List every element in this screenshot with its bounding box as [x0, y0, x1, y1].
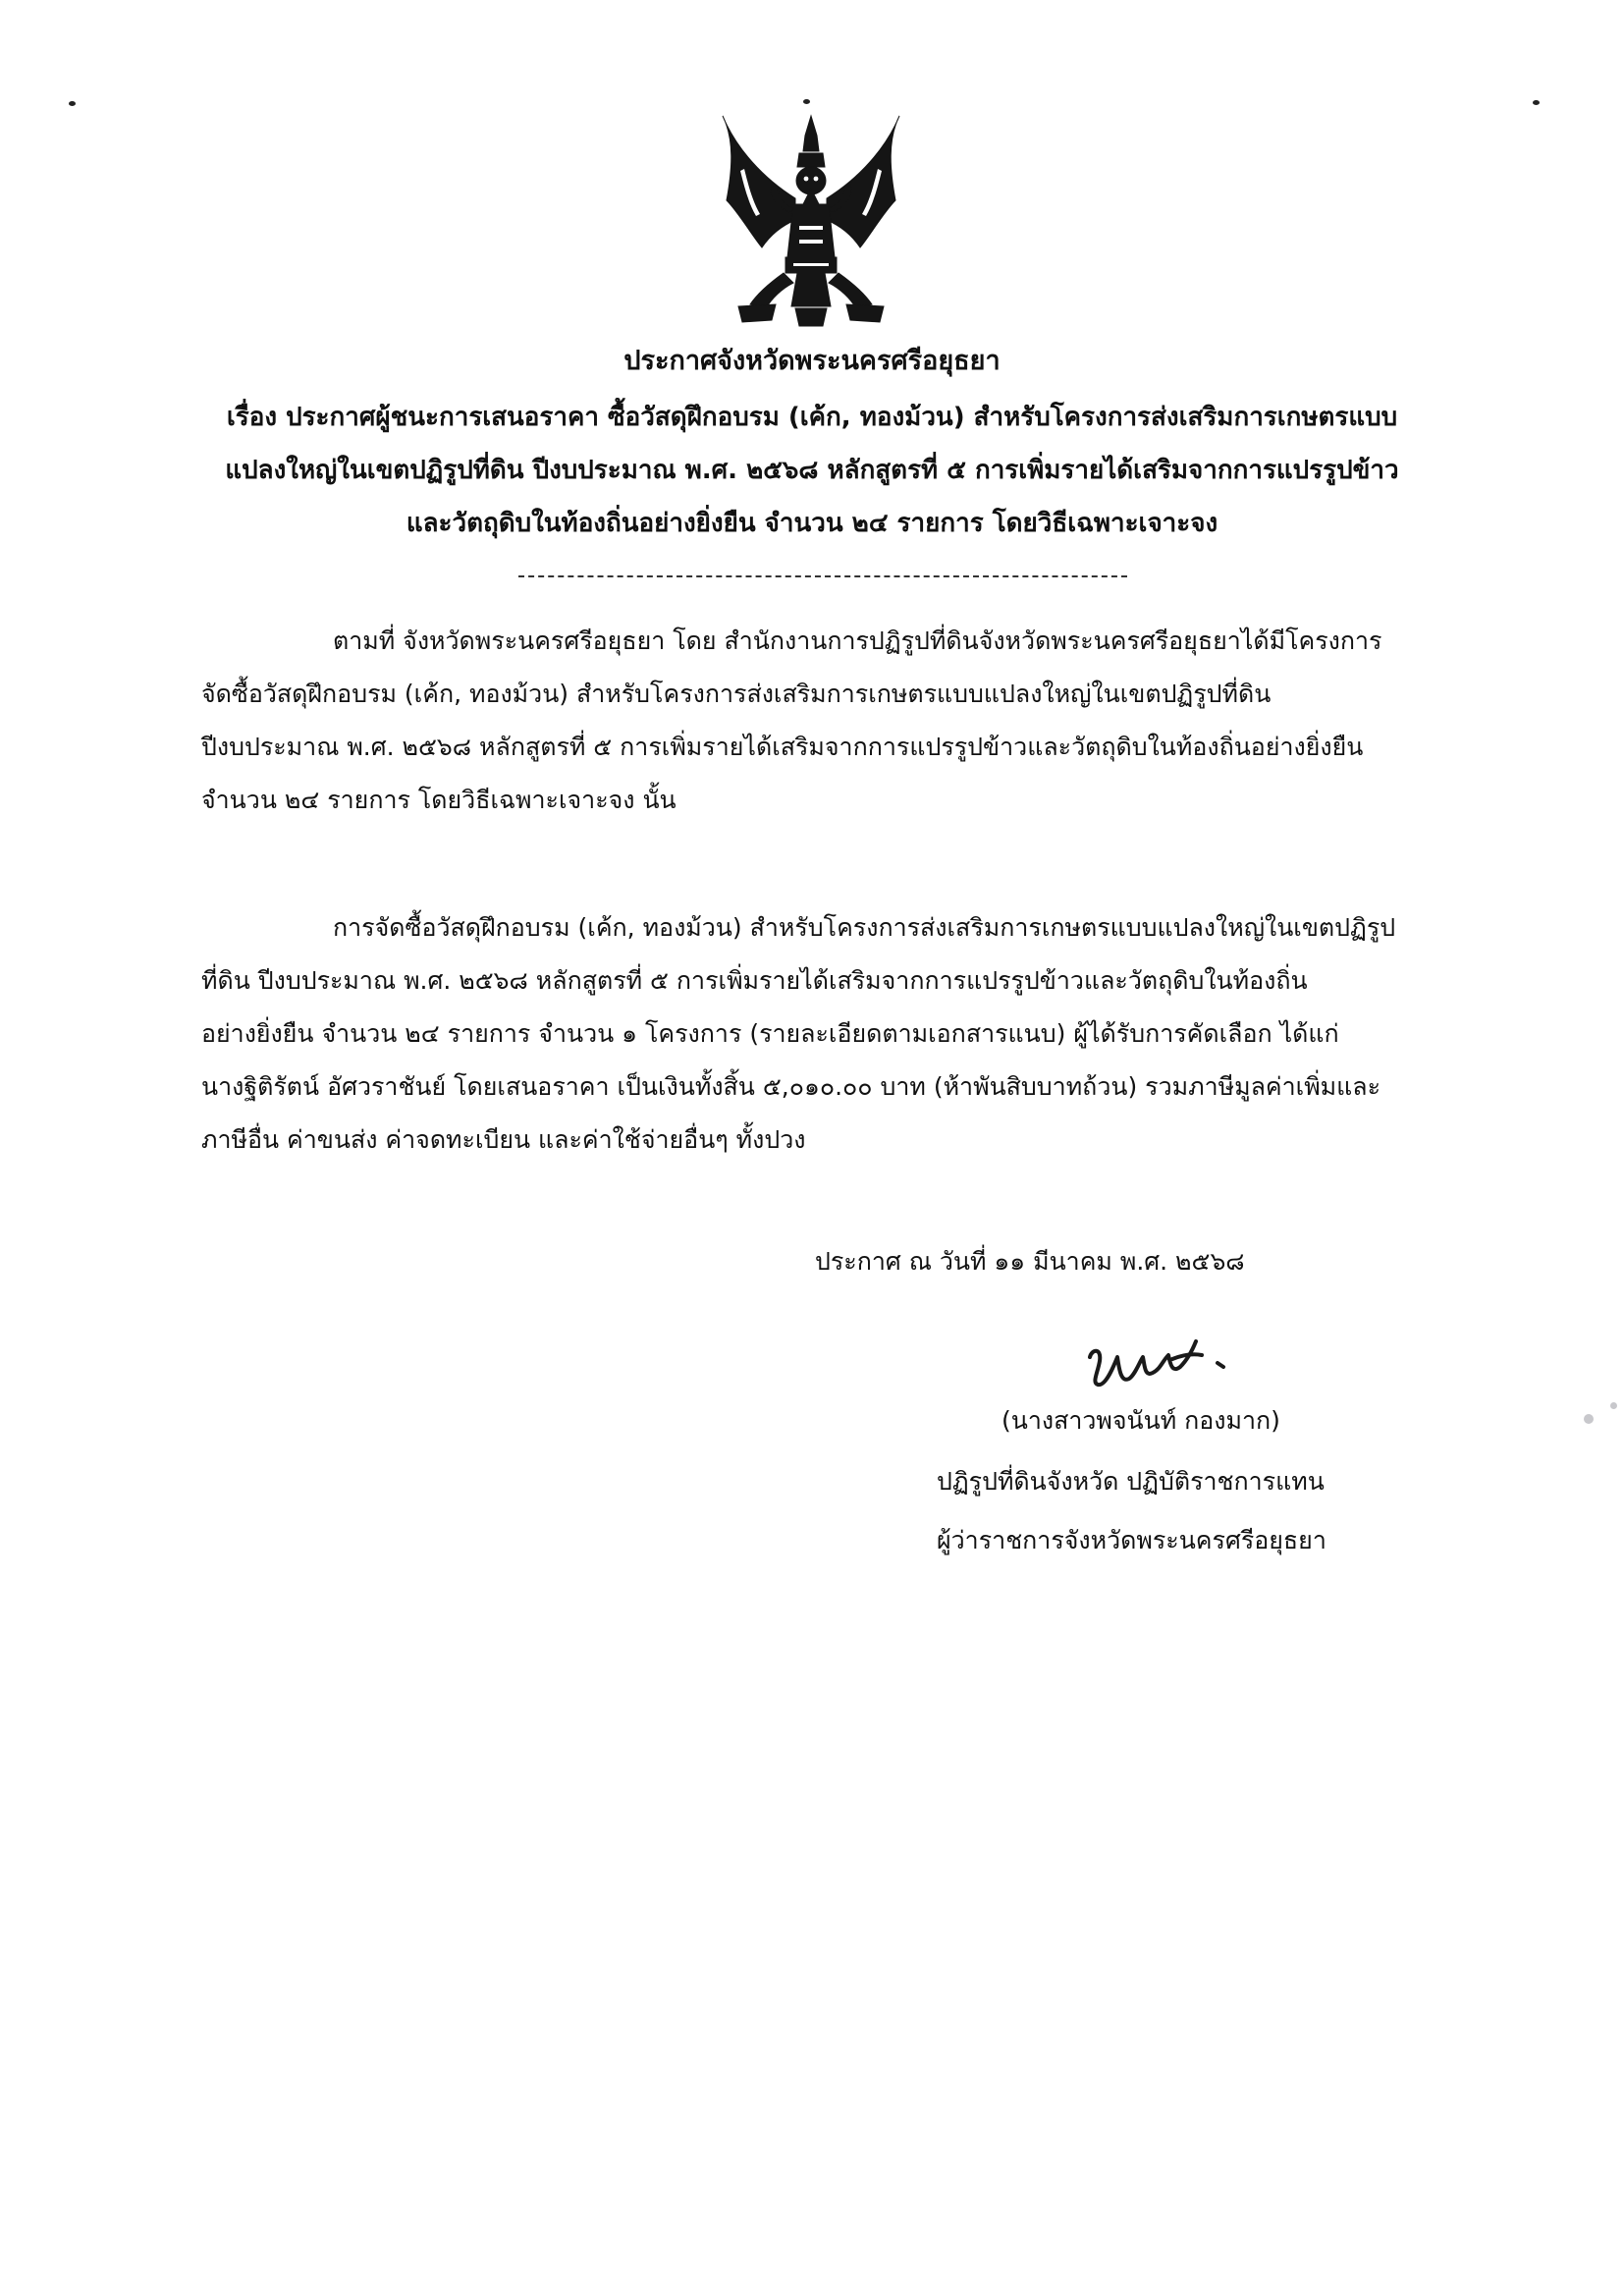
- paragraph-line: ภาษีอื่น ค่าขนส่ง ค่าจดทะเบียน และค่าใช้จ่ายอื่นๆ ทั้งปวง: [201, 1125, 806, 1154]
- divider-line: [518, 575, 1127, 577]
- paragraph-line: นางฐิติรัตน์ อัศวราชันย์ โดยเสนอราคา เป็นเงินทั้งสิ้น ๕,๐๑๐.๐๐ บาท (ห้าพันสิบบาทถ้วน) รวมภาษีมูลค่าเพิ่มและ: [201, 1072, 1381, 1101]
- paragraph-award: [201, 901, 1458, 1167]
- signer-position: ผู้ว่าราชการจังหวัดพระนครศรีอยุธยา: [937, 1526, 1326, 1554]
- paragraph-line: การจัดซื้อวัสดุฝึกอบรม (เค้ก, ทองม้วน) สำหรับโครงการส่งเสริมการเกษตรแบบแปลงใหญ่ในเขตปฏิรูป: [333, 913, 1396, 942]
- signer-position: ปฏิรูปที่ดินจังหวัด ปฏิบัติราชการแทน: [937, 1467, 1325, 1496]
- announcement-date: ประกาศ ณ วันที่ ๑๑ มีนาคม พ.ศ. ๒๕๖๘: [815, 1247, 1245, 1276]
- scan-speck: [69, 101, 76, 106]
- subject-block: [157, 391, 1467, 550]
- paragraph-line: ที่ดิน ปีงบประมาณ พ.ศ. ๒๕๖๘ หลักสูตรที่ ๕ การเพิ่มรายได้เสริมจากการแปรรูปข้าวและวัตถุดิบในท้องถิ่น: [201, 966, 1308, 995]
- paragraph-line: จำนวน ๒๔ รายการ โดยวิธีเฉพาะเจาะจง นั้น: [201, 786, 677, 814]
- subject-line: แปลงใหญ่ในเขตปฏิรูปที่ดิน ปีงบประมาณ พ.ศ. ๒๕๖๘ หลักสูตรที่ ๕ การเพิ่มรายได้เสริมจากการแปรรูปข้าว: [225, 456, 1399, 485]
- handwritten-signature: [1070, 1328, 1247, 1396]
- scan-speck: [803, 99, 810, 104]
- paragraph-line: ตามที่ จังหวัดพระนครศรีอยุธยา โดย สำนักงานการปฏิรูปที่ดินจังหวัดพระนครศรีอยุธยาได้มีโครงการ: [333, 626, 1382, 655]
- announcement-title: ประกาศจังหวัดพระนครศรีอยุธยา: [623, 346, 1001, 376]
- garuda-emblem-icon: [715, 110, 907, 328]
- paragraph-line: จัดซื้อวัสดุฝึกอบรม (เค้ก, ทองม้วน) สำหรับโครงการส่งเสริมการเกษตรแบบแปลงใหญ่ในเขตปฏิรูปที่ดิน: [201, 680, 1272, 708]
- paragraph-background: [201, 615, 1458, 827]
- paragraph-line: อย่างยิ่งยืน จำนวน ๒๔ รายการ จำนวน ๑ โครงการ (รายละเอียดตามเอกสารแนบ) ผู้ได้รับการคัดเลือก ได้แก่: [201, 1019, 1339, 1048]
- subject-line: เรื่อง ประกาศผู้ชนะการเสนอราคา ซื้อวัสดุฝึกอบรม (เค้ก, ทองม้วน) สำหรับโครงการส่งเสริมการเกษตรแบบ: [226, 403, 1398, 432]
- scan-speck: [1533, 100, 1540, 105]
- paragraph-line: ปีงบประมาณ พ.ศ. ๒๕๖๘ หลักสูตรที่ ๕ การเพิ่มรายได้เสริมจากการแปรรูปข้าวและวัตถุดิบในท้องถิ่นอย่างยิ่งยืน: [201, 733, 1364, 761]
- scan-mark: [1584, 1414, 1594, 1424]
- subject-line: และวัตถุดิบในท้องถิ่นอย่างยิ่งยืน จำนวน ๒๔ รายการ โดยวิธีเฉพาะเจาะจง: [406, 509, 1218, 538]
- scan-mark: [1610, 1402, 1617, 1409]
- signer-name: (นางสาวพจนันท์ กองมาก): [1001, 1406, 1280, 1435]
